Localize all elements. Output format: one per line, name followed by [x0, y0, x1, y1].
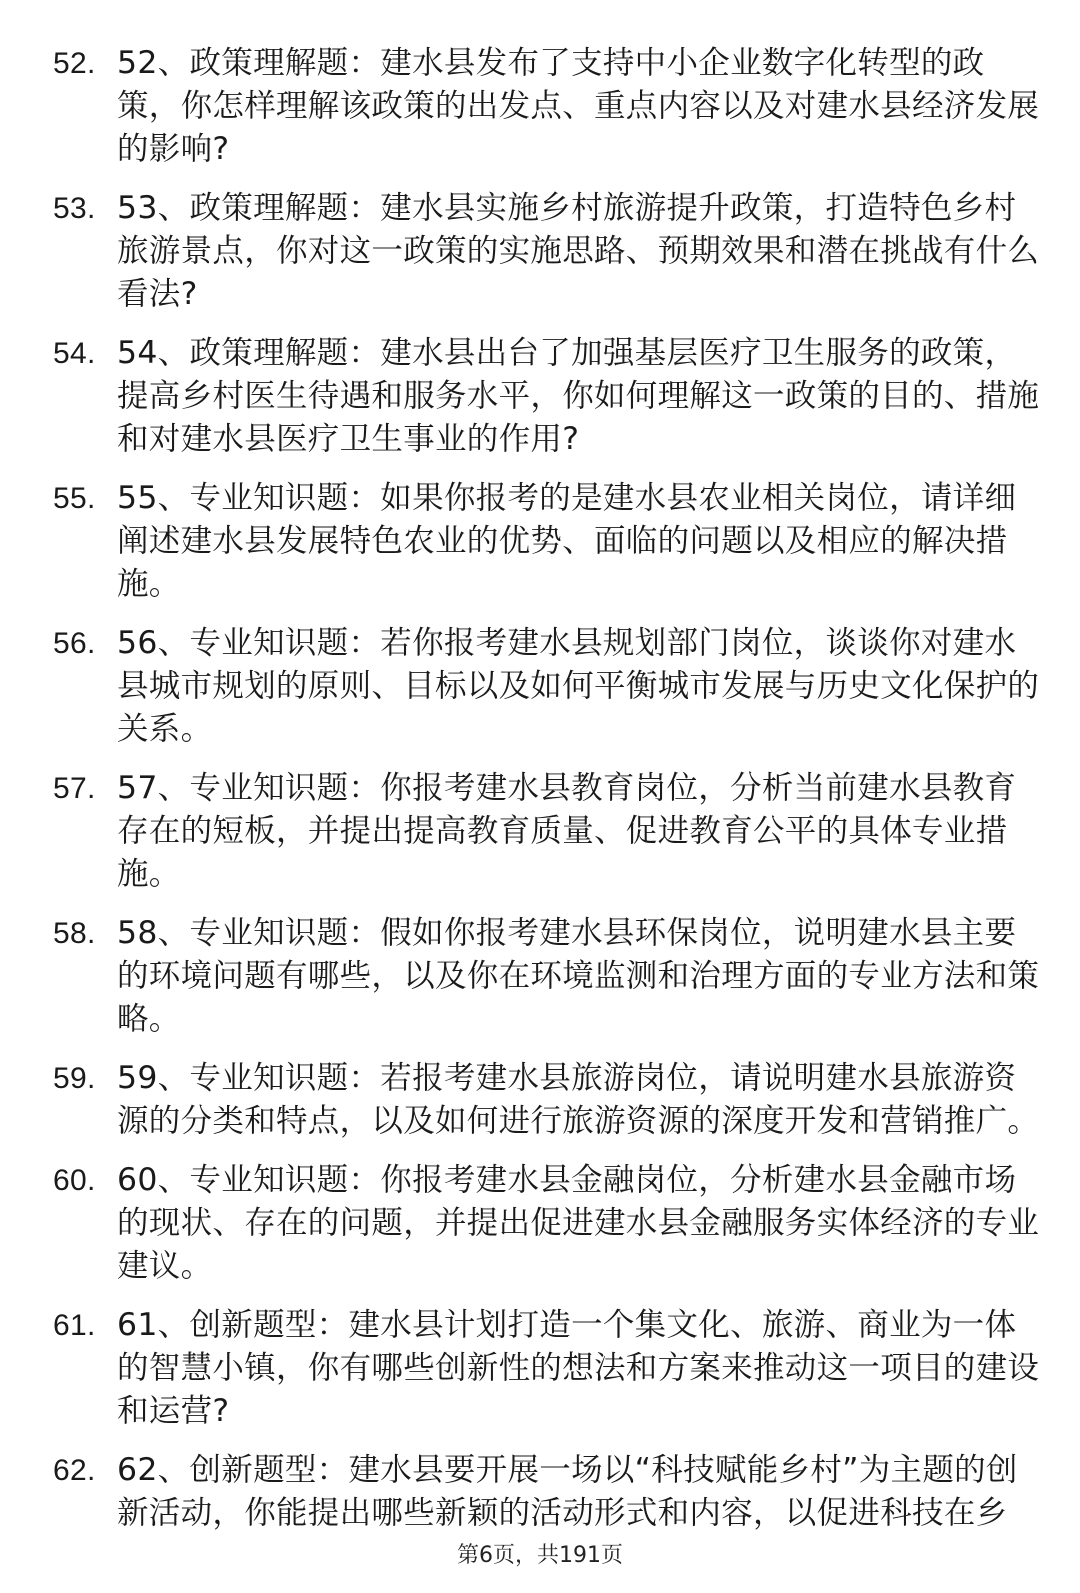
page-footer: 第6页，共191页	[457, 1543, 623, 1568]
item-number: 59.	[53, 1062, 96, 1095]
item-text: 57、专业知识题：你报考建水县教育岗位，分析当前建水县教育存在的短板，并提出提高教育质量、促进教育公平的具体专业措施。	[117, 770, 1017, 892]
item-text: 62、创新题型：建水县要开展一场以“科技赋能乡村”为主题的创新活动，你能提出哪些新颖的活动形式和内容，以促进科技在乡	[117, 1452, 1018, 1531]
item-number: 52.	[53, 47, 96, 80]
item-text: 52、政策理解题：建水县发布了支持中小企业数字化转型的政策，你怎样理解该政策的出发点、重点内容以及对建水县经济发展的影响?	[117, 45, 1040, 167]
list-item	[0, 622, 1080, 751]
item-text: 55、专业知识题：如果你报考的是建水县农业相关岗位，请详细阐述建水县发展特色农业的优势、面临的问题以及相应的解决措施。	[117, 480, 1017, 602]
item-number: 56.	[53, 627, 96, 660]
question-list	[0, 42, 1080, 1551]
list-item	[0, 767, 1080, 896]
list-item	[0, 332, 1080, 461]
item-text: 53、政策理解题：建水县实施乡村旅游提升政策，打造特色乡村旅游景点，你对这一政策的实施思路、预期效果和潜在挑战有什么看法?	[117, 190, 1040, 312]
item-number: 53.	[53, 192, 96, 225]
item-number: 62.	[53, 1454, 96, 1487]
item-text: 60、专业知识题：你报考建水县金融岗位，分析建水县金融市场的现状、存在的问题，并提出促进建水县金融服务实体经济的专业建议。	[117, 1162, 1040, 1284]
list-item	[0, 42, 1080, 171]
item-text: 54、政策理解题：建水县出台了加强基层医疗卫生服务的政策，提高乡村医生待遇和服务水平，你如何理解这一政策的目的、措施和对建水县医疗卫生事业的作用?	[117, 335, 1040, 457]
item-text: 58、专业知识题：假如你报考建水县环保岗位，说明建水县主要的环境问题有哪些，以及你在环境监测和治理方面的专业方法和策略。	[117, 915, 1040, 1037]
item-number: 57.	[53, 772, 96, 805]
list-item	[0, 1304, 1080, 1433]
list-item	[0, 912, 1080, 1041]
item-number: 61.	[53, 1309, 96, 1342]
list-item	[0, 1449, 1080, 1535]
list-item	[0, 1057, 1080, 1143]
item-number: 58.	[53, 917, 96, 950]
item-number: 54.	[53, 337, 96, 370]
item-number: 55.	[53, 482, 96, 515]
item-text: 61、创新题型：建水县计划打造一个集文化、旅游、商业为一体的智慧小镇，你有哪些创新性的想法和方案来推动这一项目的建设和运营?	[117, 1307, 1040, 1429]
item-text: 56、专业知识题：若你报考建水县规划部门岗位，谈谈你对建水县城市规划的原则、目标以及如何平衡城市发展与历史文化保护的关系。	[117, 625, 1040, 747]
list-item	[0, 1159, 1080, 1288]
item-text: 59、专业知识题：若报考建水县旅游岗位，请说明建水县旅游资源的分类和特点，以及如何进行旅游资源的深度开发和营销推广。	[117, 1060, 1040, 1139]
list-item	[0, 477, 1080, 606]
list-item	[0, 187, 1080, 316]
item-number: 60.	[53, 1164, 96, 1197]
